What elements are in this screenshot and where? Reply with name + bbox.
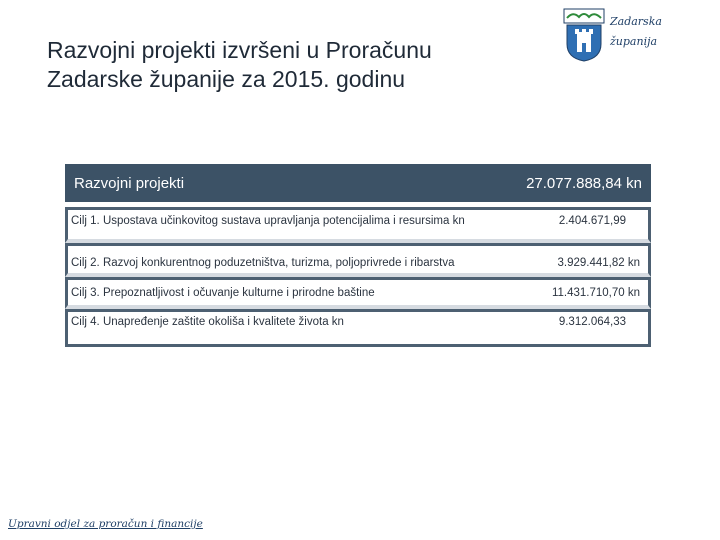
row-value: 11.431.710,70 kn bbox=[551, 287, 640, 299]
row-label: Cilj 4. Unapređenje zaštite okoliša i kvalitete života kn bbox=[71, 316, 344, 328]
row-value: 3.929.441,82 kn bbox=[557, 257, 640, 269]
projects-table bbox=[65, 164, 651, 347]
row-value: 9.312.064,33 bbox=[558, 316, 626, 328]
county-crest-icon bbox=[563, 8, 605, 62]
table-row bbox=[65, 309, 651, 347]
row-label: Cilj 3. Prepoznatljivost i očuvanje kulturne i prirodne baštine bbox=[71, 287, 375, 299]
table-header bbox=[65, 164, 651, 202]
table-row bbox=[65, 277, 651, 309]
page-title bbox=[47, 36, 527, 94]
row-value: 2.404.671,99 bbox=[558, 215, 626, 227]
table-row bbox=[65, 243, 651, 277]
table-header-label: Razvojni projekti bbox=[74, 174, 185, 192]
crest-caption-line1: Zadarska bbox=[610, 15, 662, 28]
crest-caption bbox=[610, 12, 662, 52]
table-header-total: 27.077.888,84 kn bbox=[526, 174, 642, 192]
row-label: Cilj 1. Uspostava učinkovitog sustava upravljanja potencijalima i resursima kn bbox=[71, 215, 465, 227]
page-title-line2: Zadarske županije za 2015. godinu bbox=[47, 66, 406, 92]
footer-department: Upravni odjel za proračun i financije bbox=[8, 518, 203, 530]
table-row bbox=[65, 207, 651, 243]
row-label: Cilj 2. Razvoj konkurentnog poduzetništva, turizma, poljoprivrede i ribarstva bbox=[71, 257, 455, 269]
page-title-line1: Razvojni projekti izvršeni u Proračunu bbox=[47, 37, 432, 63]
crest-caption-line2: županija bbox=[610, 35, 658, 48]
